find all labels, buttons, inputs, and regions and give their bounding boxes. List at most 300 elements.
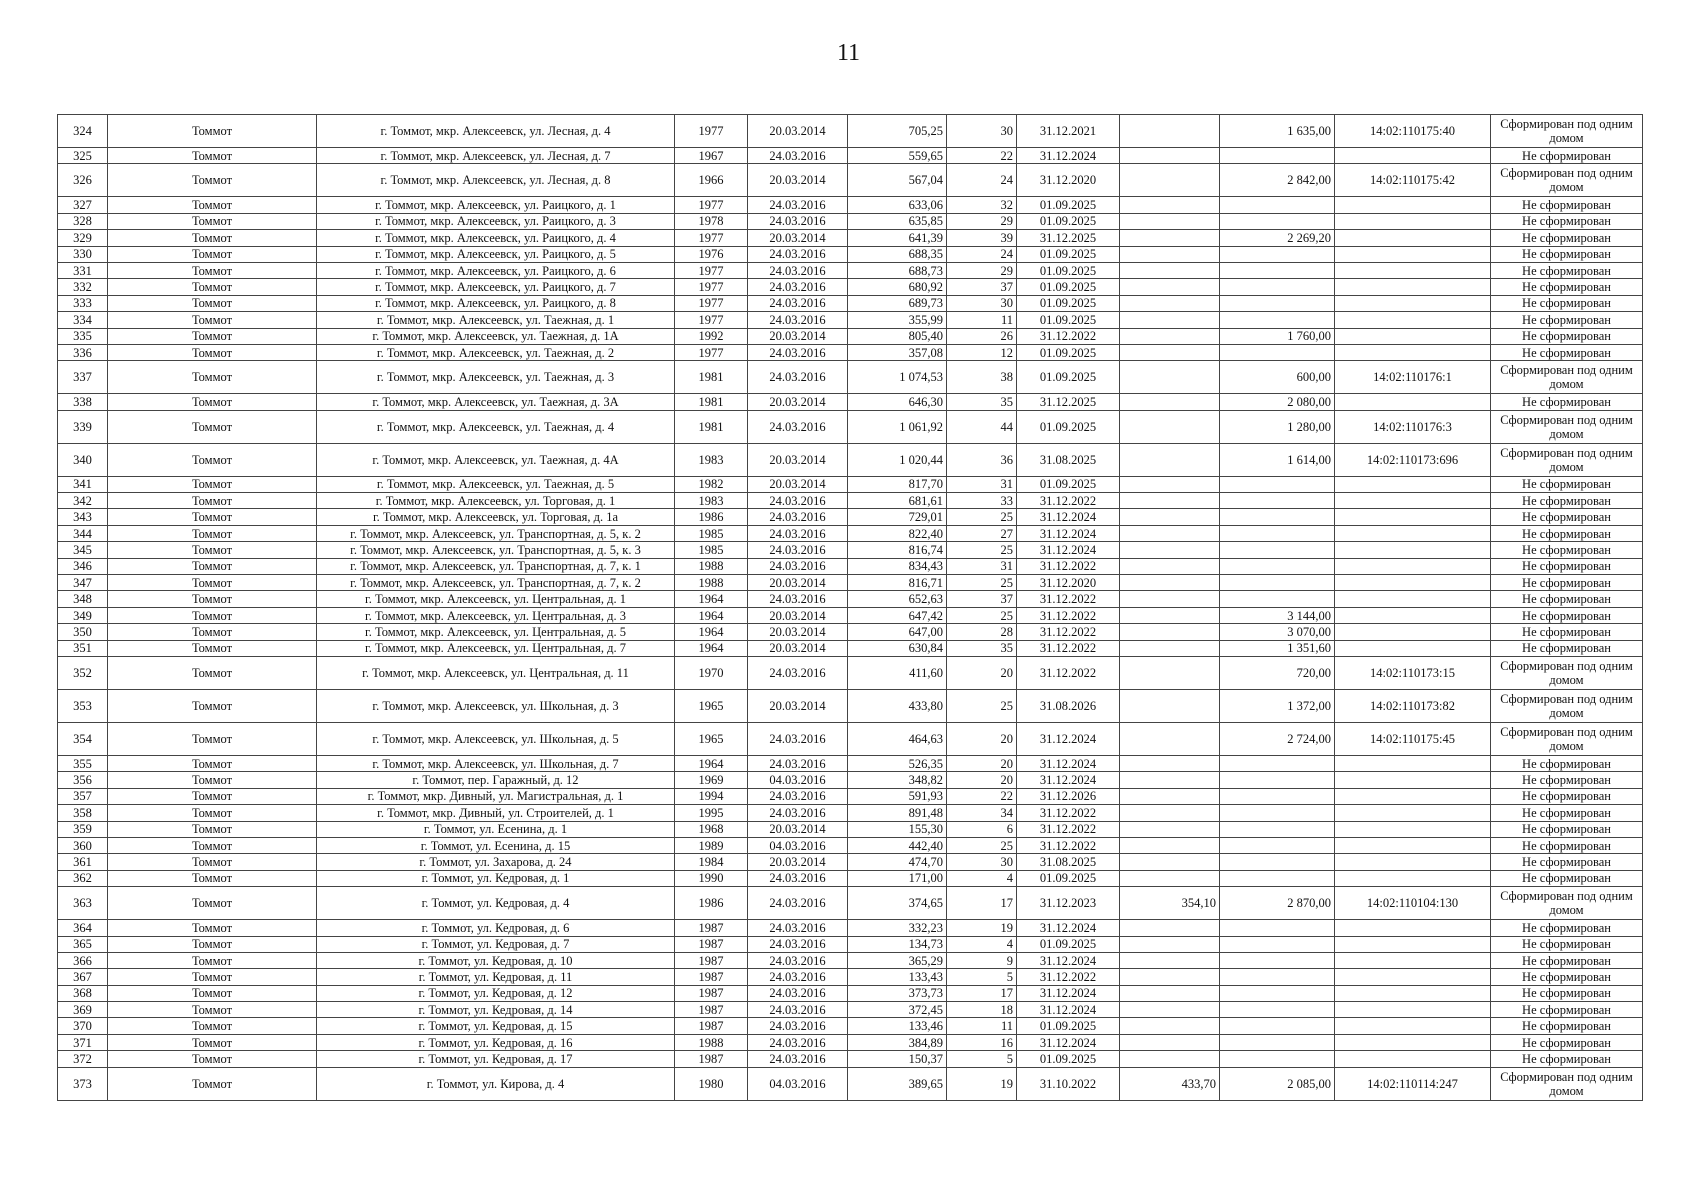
cell-residents-count: 28 xyxy=(947,624,1017,640)
cell-residents-count: 5 xyxy=(947,969,1017,985)
table-row xyxy=(58,837,1643,853)
cell-area: 332,23 xyxy=(848,920,947,936)
cell-cadastral-number: 14:02:110176:3 xyxy=(1335,410,1491,443)
cell-year-built: 1977 xyxy=(675,279,748,295)
cell-cadastral-number xyxy=(1335,821,1491,837)
cell-address: г. Томмот, мкр. Алексеевск, ул. Транспортная, д. 5, к. 3 xyxy=(317,542,675,558)
table-row xyxy=(58,1018,1643,1034)
cell-locality: Томмот xyxy=(108,952,317,968)
cell-deadline-date: 31.10.2022 xyxy=(1017,1067,1120,1100)
cell-land-area: 2 085,00 xyxy=(1220,1067,1335,1100)
cell-deadline-date: 31.08.2025 xyxy=(1017,443,1120,476)
cell-date: 04.03.2016 xyxy=(748,837,848,853)
cell-land-status: Не сформирован xyxy=(1491,772,1643,788)
cell-area: 688,73 xyxy=(848,262,947,278)
cell-locality: Томмот xyxy=(108,394,317,410)
cell-locality: Томмот xyxy=(108,936,317,952)
table-row xyxy=(58,197,1643,213)
cell-residents-count: 27 xyxy=(947,525,1017,541)
cell-land-area: 1 614,00 xyxy=(1220,443,1335,476)
cell-cadastral-number xyxy=(1335,607,1491,623)
cell-residents-count: 38 xyxy=(947,361,1017,394)
cell-row-number: 352 xyxy=(58,656,108,689)
cell-year-built: 1992 xyxy=(675,328,748,344)
cell-land-area xyxy=(1220,575,1335,591)
cell-area: 646,30 xyxy=(848,394,947,410)
cell-land-status: Не сформирован xyxy=(1491,624,1643,640)
cell-address: г. Томмот, мкр. Алексеевск, ул. Раицкого, д. 6 xyxy=(317,262,675,278)
cell-row-number: 354 xyxy=(58,722,108,755)
cell-year-built: 1988 xyxy=(675,575,748,591)
cell-deadline-date: 01.09.2025 xyxy=(1017,344,1120,360)
cell-area: 374,65 xyxy=(848,887,947,920)
cell-land-status: Не сформирован xyxy=(1491,837,1643,853)
cell-land-area xyxy=(1220,821,1335,837)
cell-residents-count: 37 xyxy=(947,591,1017,607)
cell-land-status: Не сформирован xyxy=(1491,607,1643,623)
cell-area: 134,73 xyxy=(848,936,947,952)
cell-area: 348,82 xyxy=(848,772,947,788)
cell-deadline-date: 01.09.2025 xyxy=(1017,1051,1120,1067)
cell-address: г. Томмот, ул. Кедровая, д. 12 xyxy=(317,985,675,1001)
cell-locality: Томмот xyxy=(108,788,317,804)
table-row xyxy=(58,164,1643,197)
cell-address: г. Томмот, мкр. Алексеевск, ул. Центральная, д. 3 xyxy=(317,607,675,623)
cell-row-number: 333 xyxy=(58,295,108,311)
cell-deadline-date: 01.09.2025 xyxy=(1017,213,1120,229)
cell-locality: Томмот xyxy=(108,805,317,821)
cell-area-secondary: 433,70 xyxy=(1120,1067,1220,1100)
cell-row-number: 372 xyxy=(58,1051,108,1067)
cell-row-number: 328 xyxy=(58,213,108,229)
cell-area-secondary xyxy=(1120,542,1220,558)
cell-deadline-date: 01.09.2025 xyxy=(1017,312,1120,328)
cell-year-built: 1983 xyxy=(675,443,748,476)
cell-land-status: Не сформирован xyxy=(1491,920,1643,936)
cell-year-built: 1980 xyxy=(675,1067,748,1100)
cell-address: г. Томмот, мкр. Дивный, ул. Магистральная, д. 1 xyxy=(317,788,675,804)
cell-deadline-date: 31.12.2022 xyxy=(1017,328,1120,344)
cell-date: 04.03.2016 xyxy=(748,772,848,788)
cell-year-built: 1977 xyxy=(675,262,748,278)
cell-locality: Томмот xyxy=(108,755,317,771)
cell-date: 20.03.2014 xyxy=(748,328,848,344)
cell-cadastral-number xyxy=(1335,920,1491,936)
table-row xyxy=(58,1002,1643,1018)
cell-year-built: 1990 xyxy=(675,870,748,886)
cell-row-number: 368 xyxy=(58,985,108,1001)
cell-row-number: 340 xyxy=(58,443,108,476)
cell-land-area xyxy=(1220,476,1335,492)
cell-area-secondary xyxy=(1120,821,1220,837)
cell-address: г. Томмот, мкр. Алексеевск, ул. Торговая, д. 1 xyxy=(317,493,675,509)
cell-locality: Томмот xyxy=(108,1002,317,1018)
cell-area-secondary xyxy=(1120,1018,1220,1034)
cell-deadline-date: 31.12.2021 xyxy=(1017,115,1120,148)
cell-row-number: 345 xyxy=(58,542,108,558)
cell-locality: Томмот xyxy=(108,870,317,886)
cell-address: г. Томмот, мкр. Алексеевск, ул. Таежная, д. 4 xyxy=(317,410,675,443)
cell-date: 24.03.2016 xyxy=(748,542,848,558)
cell-deadline-date: 01.09.2025 xyxy=(1017,936,1120,952)
cell-area: 633,06 xyxy=(848,197,947,213)
cell-locality: Томмот xyxy=(108,854,317,870)
cell-area-secondary xyxy=(1120,722,1220,755)
cell-year-built: 1985 xyxy=(675,542,748,558)
cell-area-secondary xyxy=(1120,788,1220,804)
cell-date: 24.03.2016 xyxy=(748,197,848,213)
cell-date: 04.03.2016 xyxy=(748,1067,848,1100)
cell-cadastral-number: 14:02:110175:42 xyxy=(1335,164,1491,197)
table-row xyxy=(58,575,1643,591)
cell-cadastral-number: 14:02:110173:82 xyxy=(1335,689,1491,722)
cell-date: 20.03.2014 xyxy=(748,689,848,722)
cell-date: 24.03.2016 xyxy=(748,262,848,278)
cell-address: г. Томмот, ул. Кирова, д. 4 xyxy=(317,1067,675,1100)
table-row xyxy=(58,1051,1643,1067)
cell-locality: Томмот xyxy=(108,164,317,197)
cell-row-number: 326 xyxy=(58,164,108,197)
cell-date: 24.03.2016 xyxy=(748,936,848,952)
cell-year-built: 1964 xyxy=(675,624,748,640)
cell-locality: Томмот xyxy=(108,148,317,164)
cell-year-built: 1964 xyxy=(675,755,748,771)
cell-row-number: 353 xyxy=(58,689,108,722)
cell-cadastral-number xyxy=(1335,575,1491,591)
cell-locality: Томмот xyxy=(108,443,317,476)
cell-row-number: 337 xyxy=(58,361,108,394)
cell-year-built: 1976 xyxy=(675,246,748,262)
cell-address: г. Томмот, мкр. Алексеевск, ул. Центральная, д. 7 xyxy=(317,640,675,656)
table-row xyxy=(58,985,1643,1001)
cell-row-number: 369 xyxy=(58,1002,108,1018)
cell-date: 24.03.2016 xyxy=(748,788,848,804)
cell-land-area xyxy=(1220,788,1335,804)
cell-land-area xyxy=(1220,262,1335,278)
cell-land-status: Не сформирован xyxy=(1491,870,1643,886)
cell-deadline-date: 31.08.2025 xyxy=(1017,854,1120,870)
cell-date: 20.03.2014 xyxy=(748,854,848,870)
cell-land-status: Не сформирован xyxy=(1491,394,1643,410)
cell-row-number: 349 xyxy=(58,607,108,623)
cell-row-number: 334 xyxy=(58,312,108,328)
cell-year-built: 1977 xyxy=(675,197,748,213)
cell-address: г. Томмот, мкр. Алексеевск, ул. Лесная, д. 7 xyxy=(317,148,675,164)
cell-year-built: 1988 xyxy=(675,558,748,574)
cell-cadastral-number xyxy=(1335,805,1491,821)
cell-row-number: 347 xyxy=(58,575,108,591)
cell-land-status: Не сформирован xyxy=(1491,148,1643,164)
cell-cadastral-number xyxy=(1335,213,1491,229)
cell-cadastral-number: 14:02:110104:130 xyxy=(1335,887,1491,920)
cell-deadline-date: 31.12.2022 xyxy=(1017,837,1120,853)
cell-deadline-date: 31.12.2025 xyxy=(1017,394,1120,410)
cell-deadline-date: 31.12.2025 xyxy=(1017,230,1120,246)
cell-address: г. Томмот, мкр. Алексеевск, ул. Раицкого, д. 7 xyxy=(317,279,675,295)
cell-locality: Томмот xyxy=(108,689,317,722)
cell-year-built: 1978 xyxy=(675,213,748,229)
cell-date: 24.03.2016 xyxy=(748,213,848,229)
cell-land-area: 1 760,00 xyxy=(1220,328,1335,344)
cell-deadline-date: 31.12.2024 xyxy=(1017,772,1120,788)
table-row xyxy=(58,361,1643,394)
cell-locality: Томмот xyxy=(108,591,317,607)
table-row xyxy=(58,656,1643,689)
cell-area-secondary xyxy=(1120,394,1220,410)
cell-land-status: Сформирован под одним домом xyxy=(1491,689,1643,722)
cell-deadline-date: 31.12.2024 xyxy=(1017,525,1120,541)
cell-row-number: 335 xyxy=(58,328,108,344)
table-row xyxy=(58,821,1643,837)
cell-deadline-date: 01.09.2025 xyxy=(1017,246,1120,262)
cell-address: г. Томмот, мкр. Алексеевск, ул. Раицкого, д. 1 xyxy=(317,197,675,213)
cell-row-number: 359 xyxy=(58,821,108,837)
cell-year-built: 1987 xyxy=(675,952,748,968)
cell-deadline-date: 31.12.2024 xyxy=(1017,755,1120,771)
cell-address: г. Томмот, ул. Кедровая, д. 6 xyxy=(317,920,675,936)
cell-row-number: 355 xyxy=(58,755,108,771)
cell-land-area xyxy=(1220,985,1335,1001)
cell-land-area xyxy=(1220,525,1335,541)
cell-cadastral-number xyxy=(1335,837,1491,853)
cell-year-built: 1987 xyxy=(675,1051,748,1067)
cell-year-built: 1977 xyxy=(675,312,748,328)
cell-land-status: Не сформирован xyxy=(1491,969,1643,985)
table-row xyxy=(58,344,1643,360)
cell-locality: Томмот xyxy=(108,1018,317,1034)
cell-year-built: 1965 xyxy=(675,722,748,755)
cell-locality: Томмот xyxy=(108,476,317,492)
cell-residents-count: 35 xyxy=(947,640,1017,656)
cell-area-secondary xyxy=(1120,656,1220,689)
cell-date: 20.03.2014 xyxy=(748,164,848,197)
cell-area-secondary xyxy=(1120,920,1220,936)
cell-address: г. Томмот, мкр. Дивный, ул. Строителей, д. 1 xyxy=(317,805,675,821)
cell-row-number: 366 xyxy=(58,952,108,968)
cell-area: 591,93 xyxy=(848,788,947,804)
cell-land-area xyxy=(1220,148,1335,164)
cell-date: 24.03.2016 xyxy=(748,558,848,574)
cell-residents-count: 25 xyxy=(947,837,1017,853)
cell-residents-count: 20 xyxy=(947,772,1017,788)
cell-date: 24.03.2016 xyxy=(748,1034,848,1050)
cell-residents-count: 4 xyxy=(947,870,1017,886)
cell-cadastral-number: 14:02:110176:1 xyxy=(1335,361,1491,394)
cell-cadastral-number xyxy=(1335,985,1491,1001)
cell-deadline-date: 01.09.2025 xyxy=(1017,476,1120,492)
cell-residents-count: 39 xyxy=(947,230,1017,246)
cell-land-area xyxy=(1220,1018,1335,1034)
cell-locality: Томмот xyxy=(108,1067,317,1100)
cell-deadline-date: 31.12.2022 xyxy=(1017,640,1120,656)
cell-year-built: 1987 xyxy=(675,1018,748,1034)
cell-date: 24.03.2016 xyxy=(748,656,848,689)
cell-land-status: Сформирован под одним домом xyxy=(1491,115,1643,148)
cell-area-secondary xyxy=(1120,837,1220,853)
cell-residents-count: 26 xyxy=(947,328,1017,344)
cell-locality: Томмот xyxy=(108,1034,317,1050)
cell-land-area xyxy=(1220,558,1335,574)
cell-row-number: 330 xyxy=(58,246,108,262)
cell-row-number: 358 xyxy=(58,805,108,821)
cell-cadastral-number xyxy=(1335,788,1491,804)
cell-year-built: 1989 xyxy=(675,837,748,853)
cell-deadline-date: 31.12.2022 xyxy=(1017,558,1120,574)
cell-land-area xyxy=(1220,755,1335,771)
cell-address: г. Томмот, мкр. Алексеевск, ул. Транспортная, д. 7, к. 2 xyxy=(317,575,675,591)
cell-cadastral-number xyxy=(1335,1018,1491,1034)
cell-residents-count: 30 xyxy=(947,854,1017,870)
cell-residents-count: 16 xyxy=(947,1034,1017,1050)
cell-date: 24.03.2016 xyxy=(748,985,848,1001)
cell-cadastral-number xyxy=(1335,246,1491,262)
cell-cadastral-number xyxy=(1335,772,1491,788)
cell-address: г. Томмот, мкр. Алексеевск, ул. Центральная, д. 11 xyxy=(317,656,675,689)
cell-locality: Томмот xyxy=(108,575,317,591)
cell-cadastral-number xyxy=(1335,936,1491,952)
cell-cadastral-number xyxy=(1335,344,1491,360)
cell-deadline-date: 31.08.2026 xyxy=(1017,689,1120,722)
cell-land-status: Не сформирован xyxy=(1491,493,1643,509)
cell-deadline-date: 01.09.2025 xyxy=(1017,870,1120,886)
cell-area: 464,63 xyxy=(848,722,947,755)
cell-locality: Томмот xyxy=(108,279,317,295)
cell-deadline-date: 31.12.2022 xyxy=(1017,656,1120,689)
cell-area-secondary xyxy=(1120,279,1220,295)
cell-land-area xyxy=(1220,837,1335,853)
cell-land-status: Сформирован под одним домом xyxy=(1491,887,1643,920)
cell-address: г. Томмот, мкр. Алексеевск, ул. Раицкого, д. 8 xyxy=(317,295,675,311)
cell-year-built: 1987 xyxy=(675,920,748,936)
cell-land-area: 2 724,00 xyxy=(1220,722,1335,755)
cell-area-secondary: 354,10 xyxy=(1120,887,1220,920)
cell-row-number: 342 xyxy=(58,493,108,509)
cell-residents-count: 19 xyxy=(947,920,1017,936)
cell-area: 433,80 xyxy=(848,689,947,722)
cell-address: г. Томмот, ул. Кедровая, д. 16 xyxy=(317,1034,675,1050)
cell-land-area: 1 372,00 xyxy=(1220,689,1335,722)
cell-area-secondary xyxy=(1120,476,1220,492)
cell-row-number: 343 xyxy=(58,509,108,525)
cell-area-secondary xyxy=(1120,558,1220,574)
cell-area-secondary xyxy=(1120,772,1220,788)
cell-area-secondary xyxy=(1120,230,1220,246)
cell-area-secondary xyxy=(1120,295,1220,311)
cell-row-number: 344 xyxy=(58,525,108,541)
cell-area: 474,70 xyxy=(848,854,947,870)
cell-land-area: 3 144,00 xyxy=(1220,607,1335,623)
cell-year-built: 1965 xyxy=(675,689,748,722)
cell-locality: Томмот xyxy=(108,821,317,837)
cell-residents-count: 36 xyxy=(947,443,1017,476)
cell-locality: Томмот xyxy=(108,656,317,689)
cell-area: 373,73 xyxy=(848,985,947,1001)
cell-area: 729,01 xyxy=(848,509,947,525)
cell-cadastral-number: 14:02:110175:45 xyxy=(1335,722,1491,755)
cell-land-area xyxy=(1220,870,1335,886)
cell-address: г. Томмот, мкр. Алексеевск, ул. Лесная, д. 8 xyxy=(317,164,675,197)
cell-cadastral-number xyxy=(1335,148,1491,164)
cell-deadline-date: 01.09.2025 xyxy=(1017,262,1120,278)
table-row xyxy=(58,870,1643,886)
cell-date: 24.03.2016 xyxy=(748,755,848,771)
cell-land-status: Не сформирован xyxy=(1491,295,1643,311)
cell-land-status: Не сформирован xyxy=(1491,952,1643,968)
cell-cadastral-number xyxy=(1335,952,1491,968)
cell-cadastral-number: 14:02:110175:40 xyxy=(1335,115,1491,148)
cell-locality: Томмот xyxy=(108,558,317,574)
table-row xyxy=(58,476,1643,492)
cell-area-secondary xyxy=(1120,1051,1220,1067)
cell-address: г. Томмот, мкр. Алексеевск, ул. Школьная, д. 3 xyxy=(317,689,675,722)
cell-year-built: 1981 xyxy=(675,410,748,443)
cell-residents-count: 25 xyxy=(947,607,1017,623)
cell-area-secondary xyxy=(1120,952,1220,968)
cell-year-built: 1964 xyxy=(675,640,748,656)
cell-date: 24.03.2016 xyxy=(748,887,848,920)
cell-residents-count: 11 xyxy=(947,1018,1017,1034)
cell-residents-count: 29 xyxy=(947,213,1017,229)
cell-area: 442,40 xyxy=(848,837,947,853)
cell-land-area xyxy=(1220,295,1335,311)
cell-row-number: 325 xyxy=(58,148,108,164)
cell-locality: Томмот xyxy=(108,969,317,985)
cell-cadastral-number xyxy=(1335,394,1491,410)
cell-address: г. Томмот, ул. Кедровая, д. 1 xyxy=(317,870,675,886)
table-row xyxy=(58,493,1643,509)
cell-locality: Томмот xyxy=(108,837,317,853)
cell-area: 559,65 xyxy=(848,148,947,164)
cell-cadastral-number: 14:02:110114:247 xyxy=(1335,1067,1491,1100)
cell-residents-count: 22 xyxy=(947,148,1017,164)
cell-locality: Томмот xyxy=(108,640,317,656)
cell-locality: Томмот xyxy=(108,230,317,246)
table-row xyxy=(58,443,1643,476)
cell-locality: Томмот xyxy=(108,772,317,788)
cell-date: 20.03.2014 xyxy=(748,575,848,591)
cell-cadastral-number xyxy=(1335,854,1491,870)
cell-land-area: 1 635,00 xyxy=(1220,115,1335,148)
cell-area-secondary xyxy=(1120,246,1220,262)
cell-area-secondary xyxy=(1120,443,1220,476)
cell-row-number: 350 xyxy=(58,624,108,640)
cell-land-status: Не сформирован xyxy=(1491,509,1643,525)
cell-residents-count: 29 xyxy=(947,262,1017,278)
cell-locality: Томмот xyxy=(108,344,317,360)
cell-locality: Томмот xyxy=(108,624,317,640)
cell-area: 647,42 xyxy=(848,607,947,623)
table-row xyxy=(58,246,1643,262)
cell-year-built: 1967 xyxy=(675,148,748,164)
cell-residents-count: 6 xyxy=(947,821,1017,837)
cell-cadastral-number: 14:02:110173:15 xyxy=(1335,656,1491,689)
cell-land-status: Не сформирован xyxy=(1491,344,1643,360)
cell-area-secondary xyxy=(1120,262,1220,278)
cell-deadline-date: 01.09.2025 xyxy=(1017,410,1120,443)
cell-address: г. Томмот, мкр. Алексеевск, ул. Раицкого, д. 3 xyxy=(317,213,675,229)
cell-residents-count: 24 xyxy=(947,164,1017,197)
cell-address: г. Томмот, ул. Кедровая, д. 14 xyxy=(317,1002,675,1018)
cell-deadline-date: 31.12.2022 xyxy=(1017,607,1120,623)
cell-deadline-date: 31.12.2024 xyxy=(1017,985,1120,1001)
cell-year-built: 1964 xyxy=(675,607,748,623)
cell-area: 357,08 xyxy=(848,344,947,360)
cell-area-secondary xyxy=(1120,148,1220,164)
cell-area: 133,46 xyxy=(848,1018,947,1034)
cell-row-number: 324 xyxy=(58,115,108,148)
cell-land-status: Не сформирован xyxy=(1491,312,1643,328)
cell-land-area xyxy=(1220,509,1335,525)
